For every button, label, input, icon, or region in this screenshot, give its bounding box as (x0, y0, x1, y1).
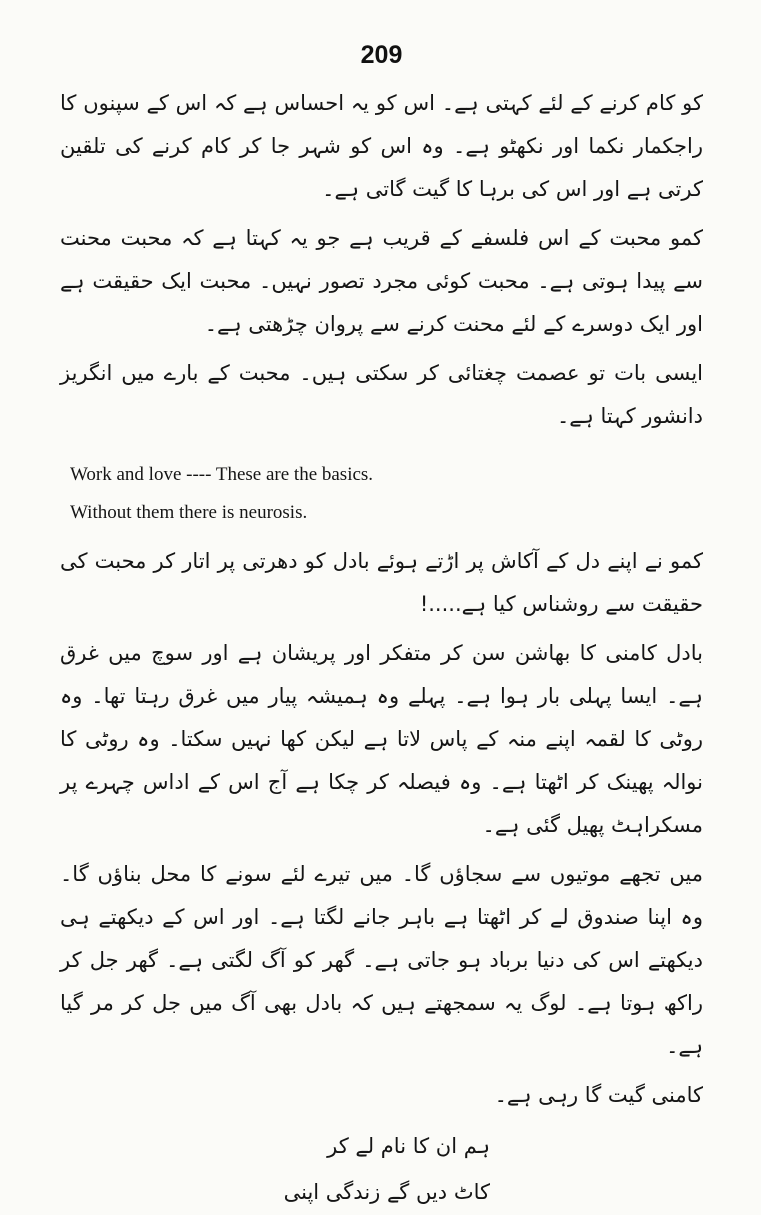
poem-block (280, 1123, 490, 1215)
quote-line-1: Work and love ---- These are the basics. (70, 464, 374, 485)
quote-line-2: Without them there is neurosis. (70, 502, 308, 523)
poem-line-1: ہم ان کا نام لے کر (327, 1134, 490, 1158)
paragraph-love-philosophy: کمو محبت کے اس فلسفے کے قریب ہے جو یہ کہتا ہے کہ محبت محنت سے پیدا ہوتی ہے۔ محبت کوئی مجرد تصور نہیں۔ محبت ایک حقیقت ہے اور ایک دوسرے کے لئے محنت کرنے سے پروان چڑھتی ہے۔ (60, 226, 703, 336)
poem-line-2: کاٹ دیں گے زندگی اپنی (283, 1180, 490, 1204)
paragraph-kamini-song-intro: کامنی گیت گا رہی ہے۔ (494, 1083, 703, 1107)
paragraph-badal-thinking: بادل کامنی کا بھاشن سن کر متفکر اور پریشان ہے اور سوچ میں غرق ہے۔ ایسا پہلی بار ہوا ہے۔ پہلے وہ ہمیشہ پیار میں غرق رہتا تھا۔ وہ روٹی کا لقمہ اپنے منہ کے پاس لاتا ہے لیکن کھا نہیں سکتا۔ وہ روٹی کا نوالہ پھینک کر اٹھتا ہے۔ وہ فیصلہ کر چکا ہے آج اس کے اداس چہرے پر مسکراہٹ پھیل گئی ہے۔ (60, 641, 703, 837)
paragraph-badal-promise: میں تجھے موتیوں سے سجاؤں گا۔ میں تیرے لئے سونے کا محل بناؤں گا۔ وہ اپنا صندوق لے کر اٹھتا ہے باہر جانے لگتا ہے۔ اور اس کے دیکھتے ہی دیکھتے اس کی دنیا برباد ہو جاتی ہے۔ گھر کو آگ لگتی ہے۔ گھر جل کر راکھ ہوتا ہے۔ لوگ یہ سمجھتے ہیں کہ بادل بھی آگ میں جل کر مر گیا ہے۔ (60, 862, 703, 1058)
page-number: 209 (360, 41, 403, 69)
paragraph-ismat-chughtai: ایسی بات تو عصمت چغتائی کر سکتی ہیں۔ محبت کے بارے میں انگریز دانشور کہتا ہے۔ (60, 361, 703, 428)
paragraph-kammo-work: کو کام کرنے کے لئے کہتی ہے۔ اس کو یہ احساس ہے کہ اس کے سپنوں کا راجکمار نکما اور نکھٹو ہے۔ وہ اس کو شہر جا کر کام کرنے کی تلقین کرتی ہے اور اس کی برہا کا گیت گاتی ہے۔ (60, 91, 703, 201)
paragraph-cloud-reality: کمو نے اپنے دل کے آکاش پر اڑتے ہوئے بادل کو دھرتی پر اتار کر محبت کی حقیقت سے روشناس کیا ہے.....! (60, 549, 703, 616)
